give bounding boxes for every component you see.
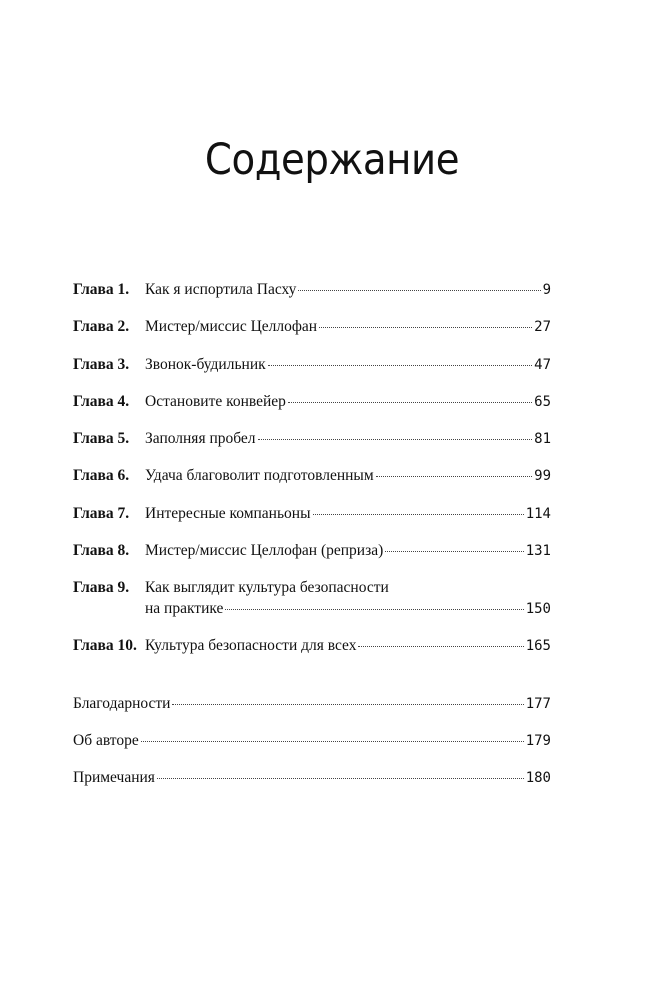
dot-leader bbox=[172, 703, 523, 705]
chapter-title: Заполняя пробел bbox=[145, 430, 256, 448]
dot-leader bbox=[258, 438, 533, 440]
toc-entry-chapter-10 bbox=[73, 636, 551, 673]
dot-leader bbox=[298, 289, 540, 291]
chapter-label: Глава 8. bbox=[73, 542, 130, 560]
toc-entry-about-author bbox=[73, 731, 551, 768]
chapter-title: Удача благоволит подготовленным bbox=[145, 467, 374, 485]
chapter-label: Глава 1. bbox=[73, 281, 130, 298]
page-number: 81 bbox=[534, 431, 551, 448]
page-number: 9 bbox=[542, 282, 551, 298]
chapter-label: Глава 5. bbox=[73, 430, 130, 448]
toc-entry-chapter-7 bbox=[73, 504, 551, 541]
chapter-label: Глава 4. bbox=[73, 392, 130, 410]
section-title: Благодарности bbox=[73, 694, 171, 712]
dot-leader bbox=[376, 475, 533, 477]
chapter-title-line-1: Как выглядит культура безопасности bbox=[145, 579, 389, 597]
page-number: 99 bbox=[534, 468, 551, 485]
chapter-title: Мистер/миссис Целлофан (реприза) bbox=[145, 542, 384, 560]
toc-entry-chapter-4 bbox=[73, 392, 551, 429]
chapter-title: Остановите конвейер bbox=[145, 392, 286, 410]
page-number: 65 bbox=[534, 393, 551, 410]
page-number: 177 bbox=[525, 695, 551, 712]
dot-leader bbox=[268, 364, 533, 366]
chapter-label: Глава 3. bbox=[73, 355, 130, 373]
chapter-title: Культура безопасности для всех bbox=[145, 637, 357, 655]
toc-entry-chapter-8 bbox=[73, 541, 551, 578]
toc-entry-chapter-1 bbox=[73, 280, 551, 317]
chapter-title: Интересные компаньоны bbox=[145, 504, 311, 522]
chapter-label: Глава 10. bbox=[73, 637, 137, 655]
toc-entry-chapter-2 bbox=[73, 317, 551, 354]
dot-leader bbox=[358, 645, 523, 647]
section-title: Об авторе bbox=[73, 731, 139, 749]
dot-leader bbox=[319, 326, 532, 328]
dot-leader bbox=[288, 401, 532, 403]
dot-leader bbox=[141, 740, 524, 742]
toc-entry-chapter-6 bbox=[73, 466, 551, 503]
chapter-label: Глава 2. bbox=[73, 318, 130, 336]
chapter-label: Глава 6. bbox=[73, 467, 130, 485]
page-number: 131 bbox=[525, 543, 551, 560]
page-number: 180 bbox=[525, 770, 551, 787]
dot-leader bbox=[385, 550, 523, 552]
chapter-title: Мистер/миссис Целлофан bbox=[145, 318, 318, 336]
chapter-title: Звонок-будильник bbox=[145, 355, 266, 373]
toc-entry-chapter-5 bbox=[73, 429, 551, 466]
page-number: 165 bbox=[525, 638, 551, 655]
page-title: Содержание bbox=[204, 134, 460, 185]
table-of-contents bbox=[73, 280, 551, 806]
dot-leader bbox=[313, 513, 524, 515]
toc-entry-chapter-9 bbox=[73, 578, 551, 636]
chapter-title: Как я испортила Пасху bbox=[145, 281, 297, 298]
chapter-label: Глава 9. bbox=[73, 579, 130, 597]
page-number: 47 bbox=[534, 356, 551, 373]
dot-leader bbox=[225, 608, 523, 610]
dot-leader bbox=[157, 777, 524, 779]
chapter-label: Глава 7. bbox=[73, 504, 130, 522]
page-number: 114 bbox=[525, 505, 551, 522]
page-number: 179 bbox=[525, 732, 551, 749]
toc-entry-chapter-3 bbox=[73, 355, 551, 392]
page-number: 150 bbox=[525, 601, 551, 618]
section-title: Примечания bbox=[73, 769, 155, 787]
toc-entry-acknowledgements bbox=[73, 694, 551, 731]
toc-entry-notes bbox=[73, 768, 551, 805]
chapter-title-line-2: на практике bbox=[145, 600, 224, 618]
page-number: 27 bbox=[534, 319, 551, 336]
